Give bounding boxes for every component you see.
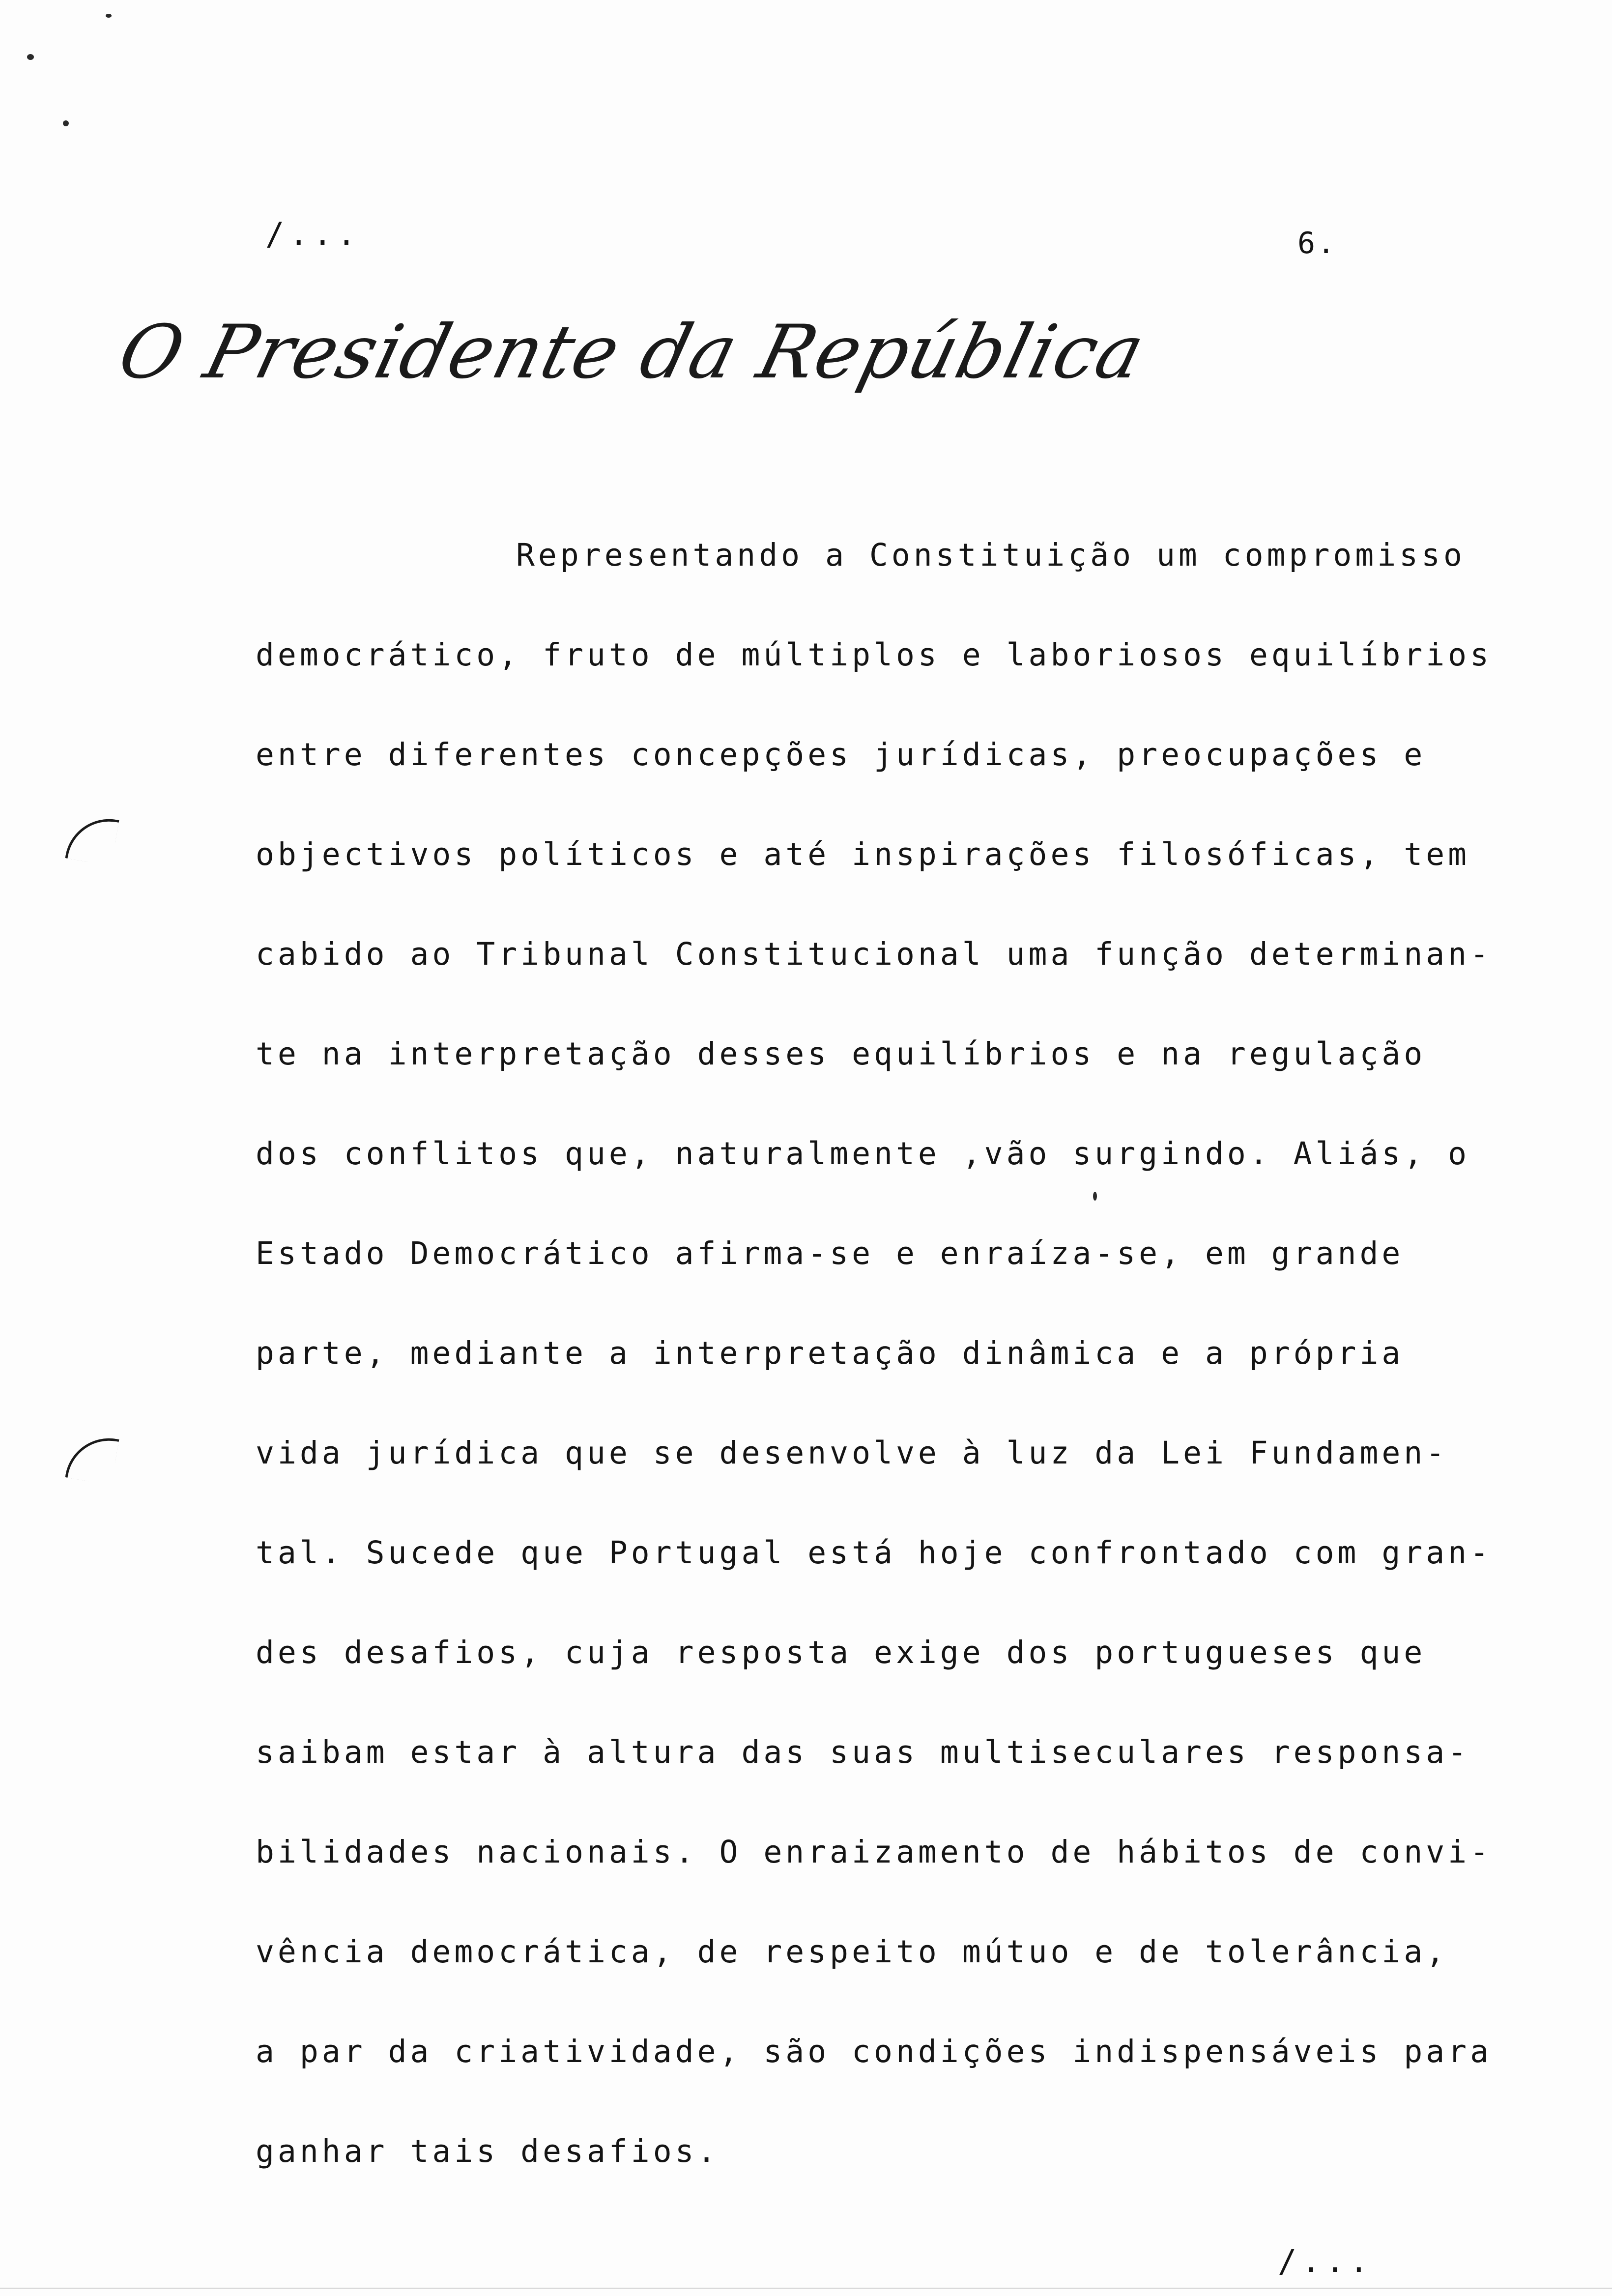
body-line: te na interpretação desses equilíbrios e na regulação (256, 1036, 1426, 1072)
body-line: Representando a Constituição um compromisso (516, 537, 1466, 573)
body-paragraph (256, 531, 1493, 2227)
continuation-mark-top: /... (265, 216, 361, 253)
scan-speck (63, 120, 69, 126)
body-line: a par da criatividade, são condições indispensáveis para (256, 2034, 1493, 2069)
scan-speck (1093, 1192, 1097, 1201)
body-line: des desafios, cuja resposta exige dos portugueses que (256, 1635, 1426, 1670)
body-line: dos conflitos que, naturalmente ,vão surgindo. Aliás, o (256, 1136, 1470, 1172)
continuation-mark-bottom: /... (1278, 2243, 1374, 2280)
body-line: Estado Democrático afirma-se e enraíza-se, em grande (256, 1235, 1404, 1271)
body-line: bilidades nacionais. O enraizamento de hábitos de convi- (256, 1834, 1493, 1870)
hole-punch-mark (65, 812, 119, 866)
letterhead-script: O Presidente da República (111, 310, 1153, 395)
hole-punch-mark (65, 1431, 119, 1485)
scan-speck (27, 54, 34, 60)
body-line: entre diferentes concepções jurídicas, preocupações e (256, 737, 1426, 773)
body-line: ganhar tais desafios. (256, 2133, 720, 2169)
body-line: parte, mediante a interpretação dinâmica e a própria (256, 1335, 1404, 1371)
body-line: tal. Sucede que Portugal está hoje confrontado com gran- (256, 1535, 1493, 1571)
body-line: cabido ao Tribunal Constitucional uma função determinan- (256, 936, 1493, 972)
page-number: 6. (1297, 226, 1337, 260)
body-line: vida jurídica que se desenvolve à luz da Lei Fundamen- (256, 1435, 1448, 1471)
body-line: vência democrática, de respeito mútuo e de tolerância, (256, 1934, 1448, 1970)
page-bottom-edge (0, 2288, 1612, 2289)
body-line: saibam estar à altura das suas multiseculares responsa- (256, 1734, 1470, 1770)
body-line: democrático, fruto de múltiplos e laboriosos equilíbrios (256, 637, 1493, 673)
body-line: objectivos políticos e até inspirações filosóficas, tem (256, 836, 1470, 872)
scan-speck (106, 14, 112, 18)
